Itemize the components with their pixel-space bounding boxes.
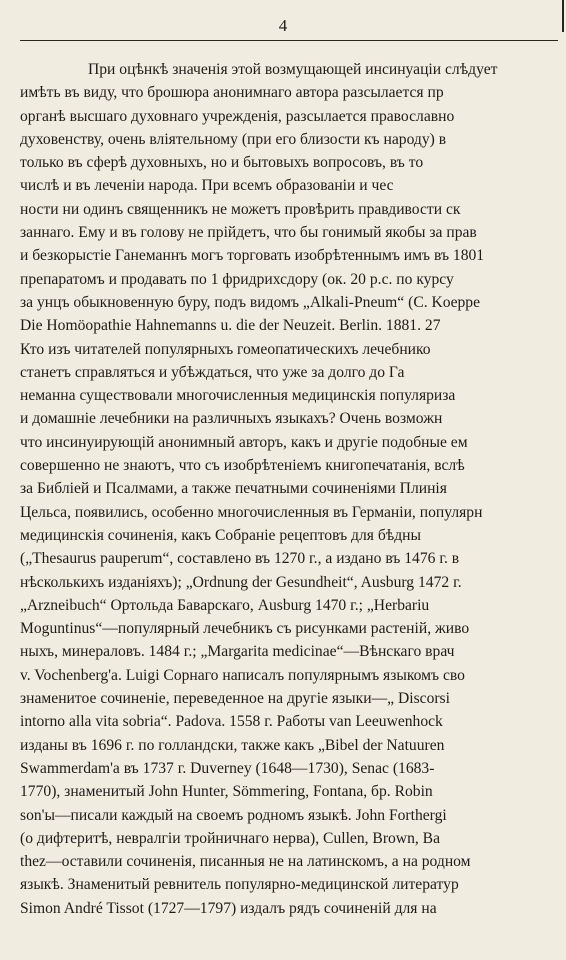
text-line: заннаго. Ему и въ голову не прійдетъ, что бы гонимый якобы за прав	[20, 224, 477, 242]
text-line: совершенно не знаютъ, что съ изобрѣтеніемъ книгопечатанія, вслѣ	[20, 457, 465, 475]
text-line: за Библіей и Псалмами, а также печатными сочиненіями Плинія	[20, 480, 447, 498]
text-line: за унцъ обыкновенную буру, подъ видомъ „Alkali-Pneum“ (C. Koeppe	[20, 293, 481, 311]
text-line: 1770), знаменитый John Hunter, Sömmering, Fontana, бр. Robin	[20, 783, 433, 801]
text-line: ности ни одинъ священникъ не можетъ провѣрить правдивости ск	[20, 200, 461, 218]
text-line: числѣ и въ леченіи народа. При всемъ образованіи и чес	[20, 177, 394, 195]
text-line: органѣ высшаго духовнаго учрежденія, разсылается православно	[20, 107, 455, 125]
text-line: что инсинуирующій анонимный авторъ, какъ и другіе подобные ем	[20, 433, 468, 451]
page-number: 4	[278, 16, 288, 35]
text-line: неманна существовали многочисленныя медицинскія популяриза	[20, 387, 456, 405]
text-line: v. Vochenberg'а. Luigi Сорнаго написалъ популярнымъ языкомъ сво	[20, 666, 465, 684]
text-line: Simon André Tissot (1727—1797) издалъ рядъ сочиненій для на	[20, 899, 437, 917]
body-text	[20, 58, 566, 920]
text-line: и безкорыстіе Ганеманнъ могъ торговать изобрѣтеннымъ имъ въ 1801	[20, 247, 485, 265]
text-line: Кто изъ читателей популярныхъ гомеопатическихъ лечебнико	[20, 340, 431, 358]
text-line: изданы въ 1696 г. по голландски, также какъ „Bibel der Natuuren	[20, 736, 445, 754]
page-edge-mark	[562, 0, 564, 32]
text-line: знаменитое сочиненіе, переведенное на другіе языки—„ Discorsi	[20, 690, 450, 708]
text-line: son'ы—писали каждый на своемъ родномъ языкѣ. John Forthergi	[20, 806, 447, 824]
text-line: духовенству, очень вліятельному (при его близости къ народу) в	[20, 130, 447, 148]
text-line: (о дифтеритѣ, невралгіи тройничнаго нерва), Cullen, Brown, Ba	[20, 829, 440, 847]
header-rule	[20, 40, 558, 41]
text-line: языкѣ. Знаменитый ревнитель популярно-медицинской литератур	[20, 876, 459, 894]
text-line: Die Homöopathie Hahnemanns u. die der Neuzeit. Berlin. 1881. 27	[20, 317, 441, 335]
text-line: „Arzneibuch“ Ортольда Баварскаго, Ausburg 1470 г.; „Herbariu	[20, 596, 430, 614]
text-line: intorno alla vita sobria“. Padova. 1558 г. Работы van Leeuwenhock	[20, 713, 443, 731]
text-line: ныхъ, минераловъ. 1484 г.; „Margarita medicinae“—Вѣнскаго врач	[20, 643, 455, 661]
text-line: и домашніе лечебники на различныхъ языкахъ? Очень возможн	[20, 410, 443, 428]
text-line: имѣть въ виду, что брошюра анонимнаго автора разсылается пр	[20, 84, 444, 102]
text-line: Swammerdam'а въ 1737 г. Duverney (1648—1730), Senac (1683-	[20, 759, 435, 777]
text-line: thez—оставили сочиненія, писанныя не на латинскомъ, а на родном	[20, 853, 471, 871]
text-line: Цельса, появились, особенно многочисленныя въ Германіи, популярн	[20, 503, 483, 521]
text-line: („Thesaurus pauperum“, составлено въ 1270 г., а издано въ 1476 г. в	[20, 550, 460, 568]
text-line: станетъ справляться и убѣждаться, что уже за долго до Га	[20, 363, 405, 381]
text-line: препаратомъ и продавать по 1 фридрихсдору (ок. 20 р.с. по курсу	[20, 270, 454, 288]
text-line: только въ сферѣ духовныхъ, но и бытовыхъ вопросовъ, въ то	[20, 154, 424, 172]
text-line: нѣсколькихъ изданіяхъ); „Ordnung der Gesundheit“, Ausburg 1472 г.	[20, 573, 462, 591]
text-line: медицинскія сочиненія, какъ Собраніе рецептовъ для бѣдны	[20, 526, 421, 544]
text-line: При оцѣнкѣ значенія этой возмущающей инсинуаціи слѣдует	[88, 61, 498, 78]
text-line: Moguntinus“—популярный лечебникъ съ рисунками растеній, живо	[20, 620, 470, 638]
